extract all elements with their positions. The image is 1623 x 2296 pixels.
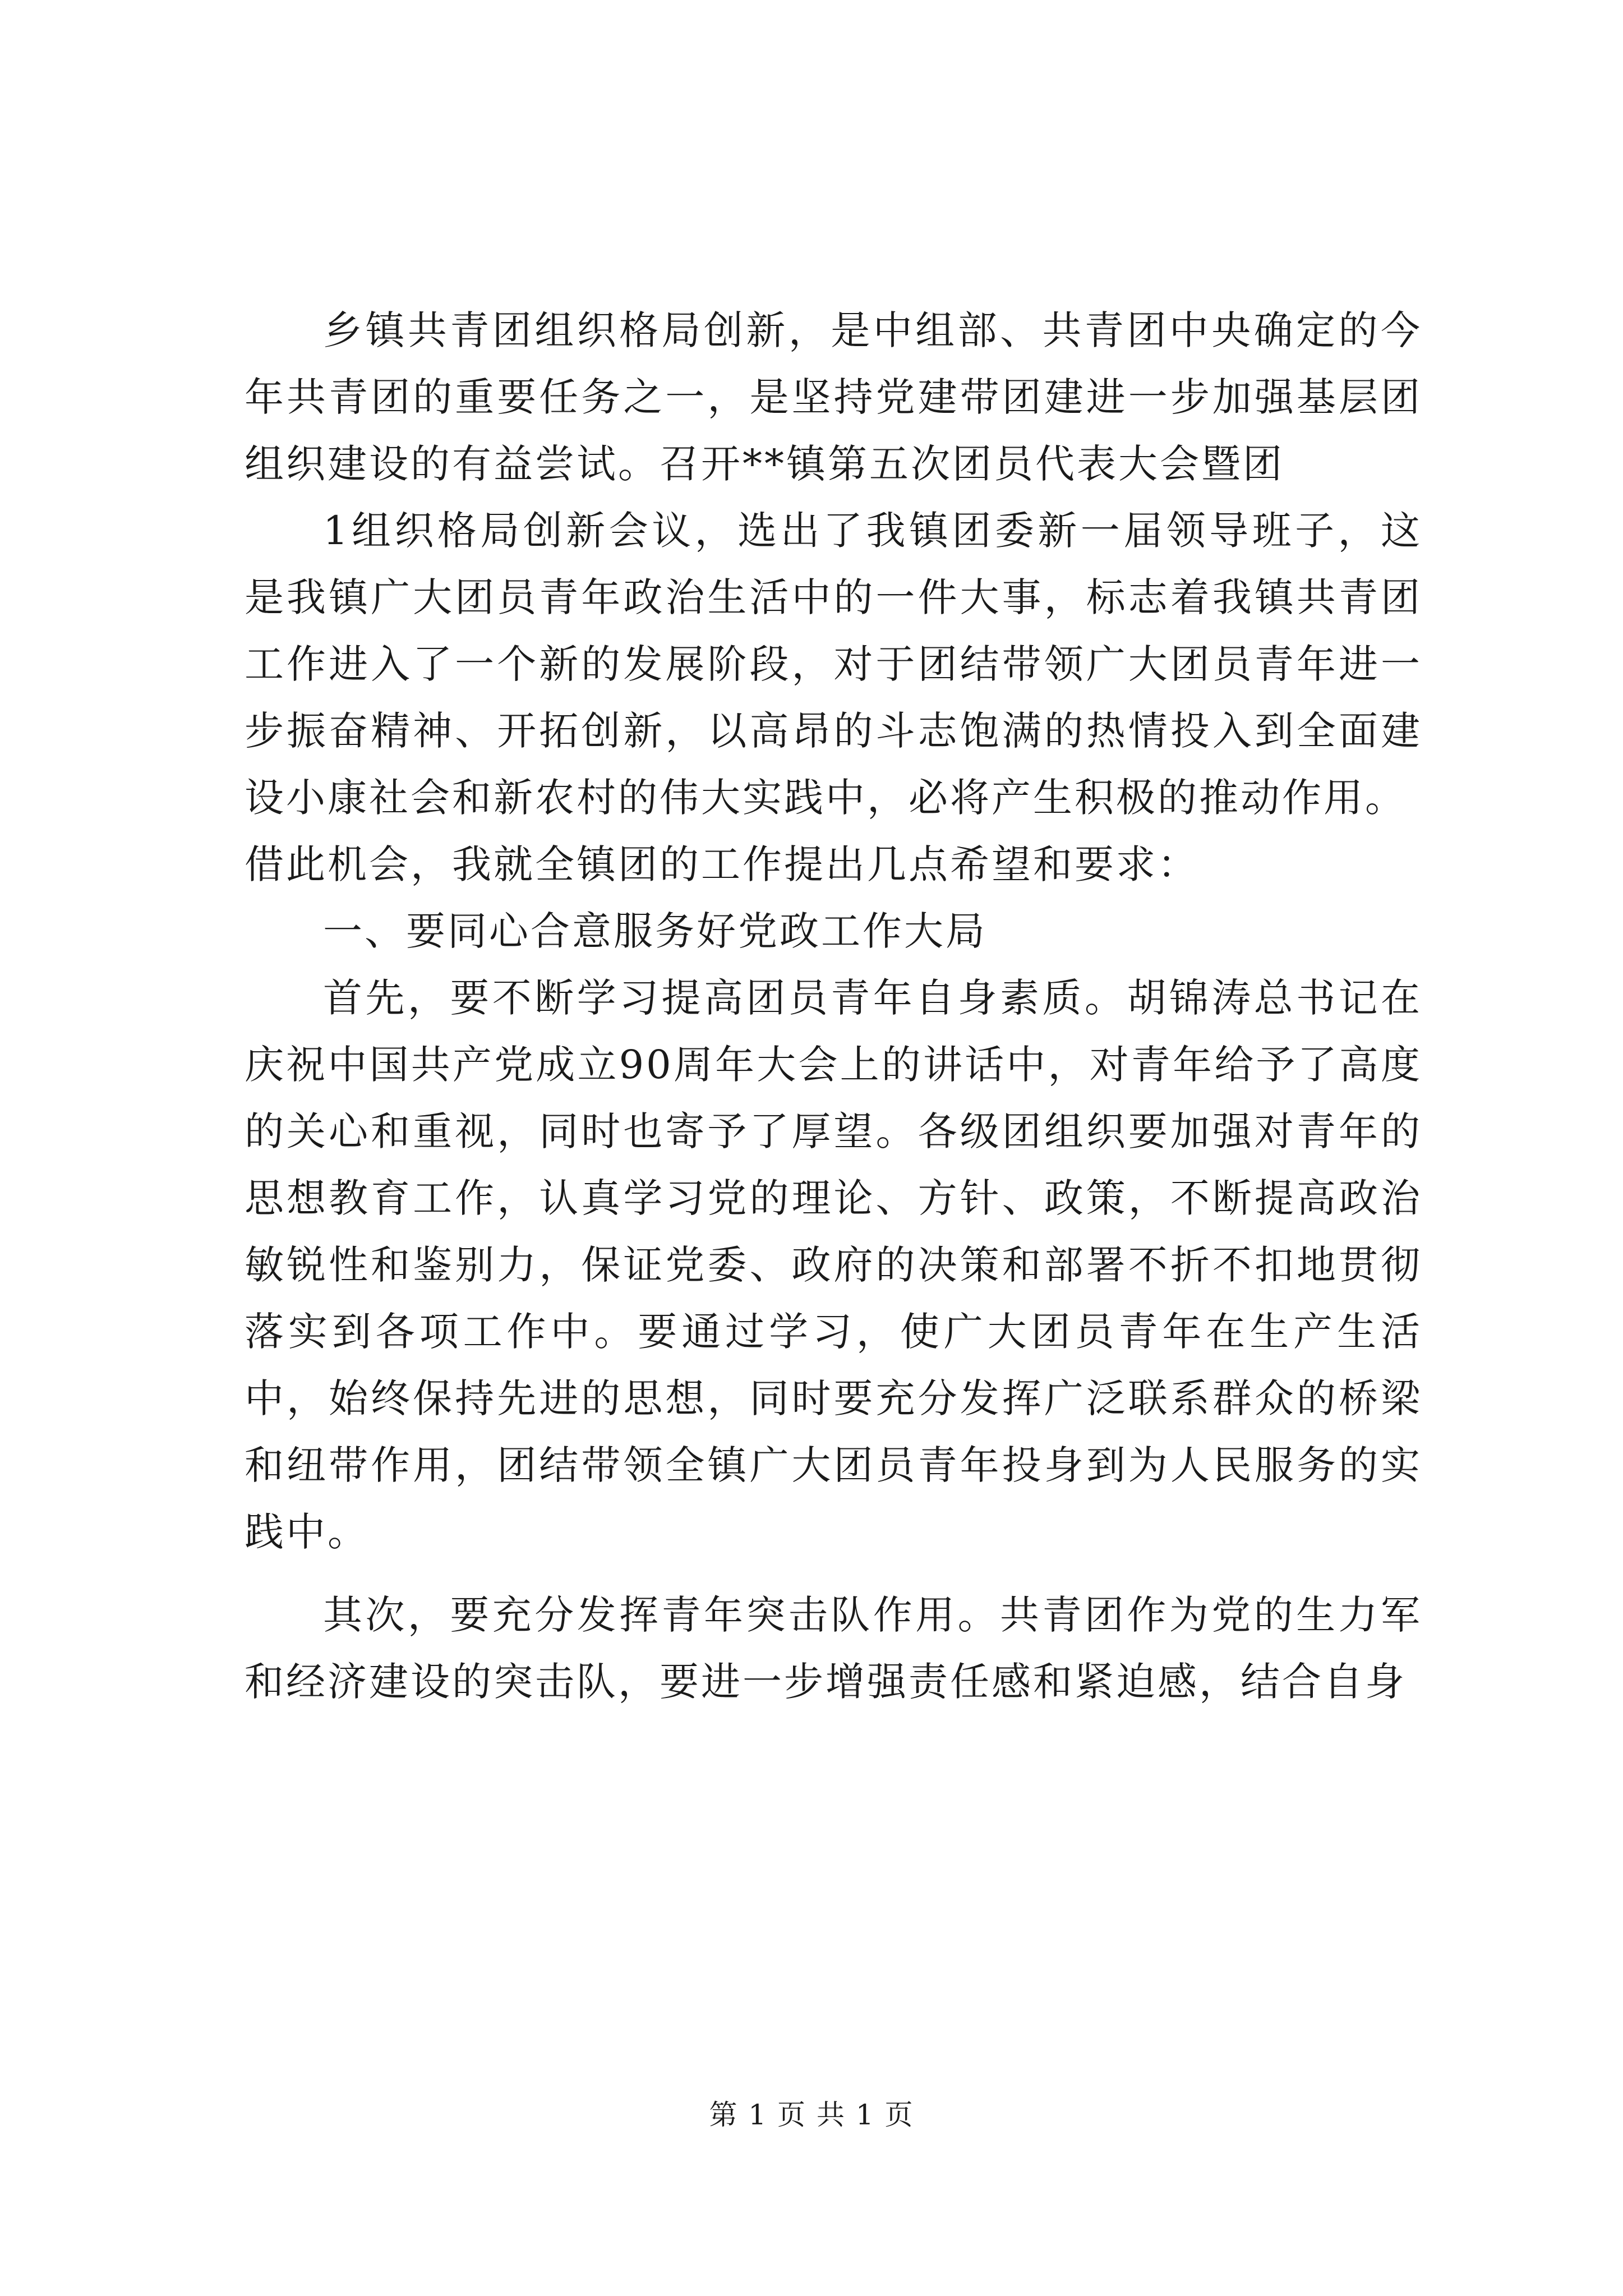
paragraph-second-point: 其次，要充分发挥青年突击队作用。共青团作为党的生力军和经济建设的突击队，要进一步增强责任感和紧迫感，结合自身 xyxy=(245,1592,1422,1705)
section-heading-one: 一、要同心合意服务好党政工作大局 xyxy=(323,908,987,954)
page-footer: 第 1 页 共 1 页 xyxy=(709,2099,914,2131)
paragraph-first-point: 首先，要不断学习提高团员青年自身素质。胡锦涛总书记在庆祝中国共产党成立90周年大会上的讲话中，对青年给予了高度的关心和重视，同时也寄予了厚望。各级团组织要加强对青年的思想教育工作，认真学习党的理论、方针、政策，不断提高政治敏锐性和鉴别力，保证党委、政府的决策和部署不折不扣地贯彻落实到各项工作中。要通过学习，使广大团员青年在生产生活中，始终保持先进的思想，同时要充分发挥广泛联系群众的桥梁和纽带作用，团结带领全镇广大团员青年投身到为人民服务的实践中。 xyxy=(245,975,1422,1555)
paragraph-intro: 乡镇共青团组织格局创新，是中组部、共青团中央确定的今年共青团的重要任务之一，是坚持党建带团建进一步加强基层团组织建设的有益尝试。召开**镇第五次团员代表大会暨团 xyxy=(245,307,1422,487)
document-body xyxy=(245,297,1422,1715)
paragraph-requests: 借此机会，我就全镇团的工作提出几点希望和要求： xyxy=(245,841,1199,887)
paragraph-meeting: 1组织格局创新会议，选出了我镇团委新一届领导班子，这是我镇广大团员青年政治生活中的一件大事，标志着我镇共青团工作进入了一个新的发展阶段，对于团结带领广大团员青年进一步振奋精神、开拓创新，以高昂的斗志饱满的热情投入到全面建设小康社会和新农村的伟大实践中，必将产生积极的推动作用。 xyxy=(245,508,1422,821)
